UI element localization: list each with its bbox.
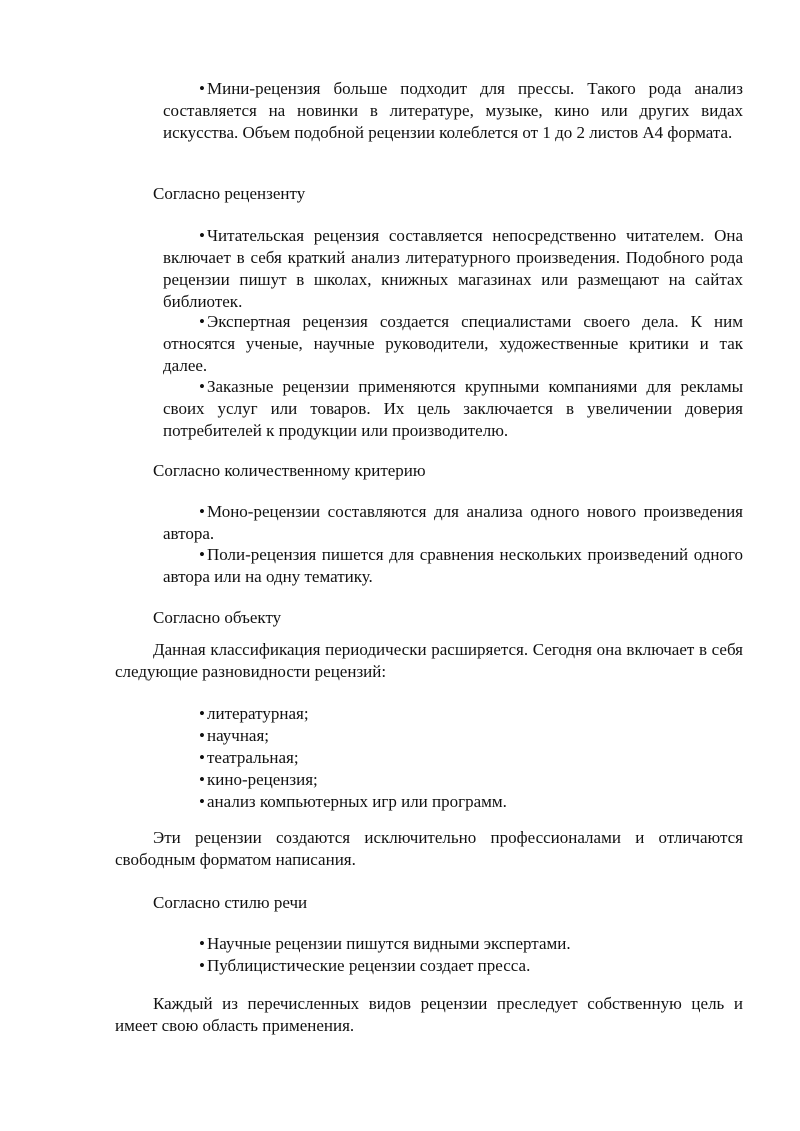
section-heading: Согласно рецензенту: [153, 184, 306, 203]
list-item: • Публицистические рецензии создает пресса.: [199, 955, 743, 977]
section-heading: Согласно объекту: [153, 608, 282, 627]
section-heading: Согласно количественному критерию: [153, 461, 426, 480]
list-item: • литературная;: [199, 703, 743, 725]
list-item: • анализ компьютерных игр или программ.: [199, 791, 743, 813]
list-item: • Поли-рецензия пишется для сравнения нескольких произведений одного автора или на одну тематику.: [163, 544, 743, 588]
list-item: • кино-рецензия;: [199, 769, 743, 791]
list-item: • Научные рецензии пишутся видными экспертами.: [199, 933, 743, 955]
list-item: • театральная;: [199, 747, 743, 769]
list-item: • Читательская рецензия составляется непосредственно читателем. Она включает в себя краткий анализ литературного произведения. Подобного рода рецензии пишут в школах, книжных магазинах или размещают на сайтах библиотек.: [163, 225, 743, 313]
paragraph: Данная классификация периодически расширяется. Сегодня она включает в себя следующие разновидности рецензий:: [115, 640, 743, 681]
list-item: • Моно-рецензии составляются для анализа одного нового произведения автора.: [163, 501, 743, 545]
list-item: • Мини-рецензия больше подходит для прессы. Такого рода анализ составляется на новинки в литературе, музыке, кино или других видах искусства. Объем подобной рецензии колеблется от 1 до 2 листов А4 формата.: [163, 78, 743, 144]
paragraph: Эти рецензии создаются исключительно профессионалами и отличаются свободным форматом написания.: [115, 828, 743, 869]
section-heading: Согласно стилю речи: [153, 893, 308, 912]
list-item: • Экспертная рецензия создается специалистами своего дела. К ним относятся ученые, научные руководители, художественные критики и так далее.: [163, 311, 743, 377]
list-item: • научная;: [199, 725, 743, 747]
paragraph: Каждый из перечисленных видов рецензии преследует собственную цель и имеет свою область применения.: [115, 994, 743, 1035]
list-item: • Заказные рецензии применяются крупными компаниями для рекламы своих услуг или товаров. Их цель заключается в увеличении доверия потребителей к продукции или производителю.: [163, 376, 743, 442]
